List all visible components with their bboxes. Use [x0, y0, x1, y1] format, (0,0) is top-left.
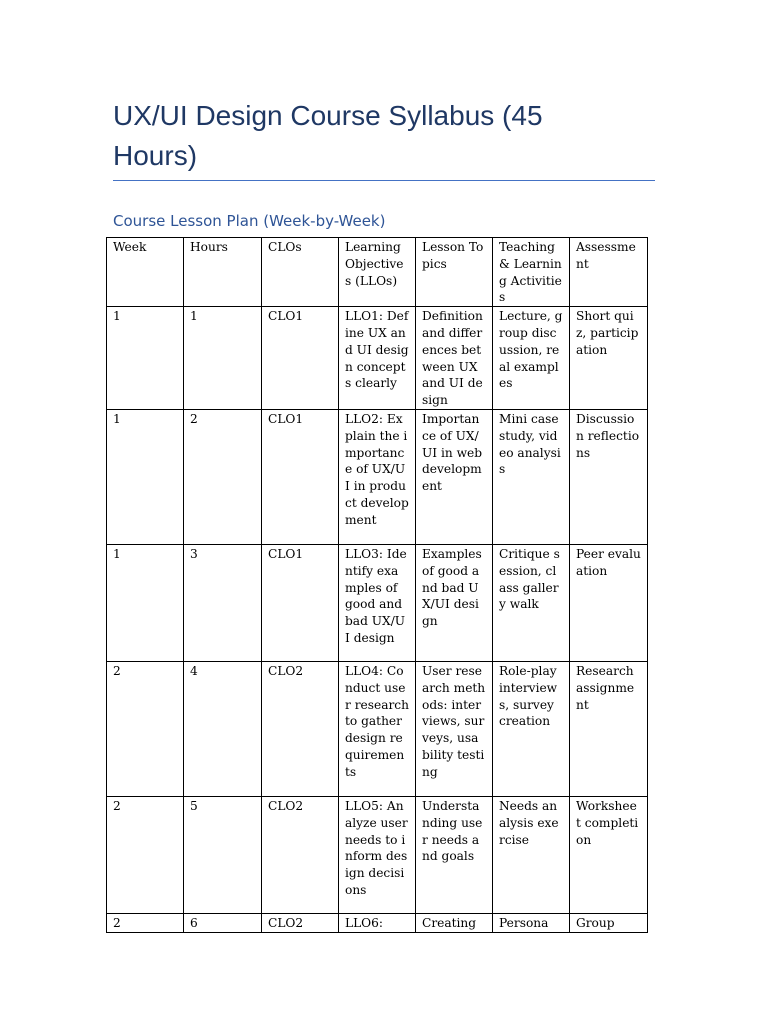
- table-row: [107, 544, 648, 661]
- table-cell: LLO3: Identify examples of good and bad UX/UI design: [339, 544, 416, 661]
- table-cell: 5: [184, 796, 262, 913]
- table-cell: Importance of UX/UI in web development: [416, 409, 493, 544]
- table-cell: Understanding user needs and goals: [416, 796, 493, 913]
- table-cell: Needs analysis exercise: [493, 796, 570, 913]
- table-row: [107, 307, 648, 410]
- table-cell: Discussion reflections: [570, 409, 648, 544]
- table-cell: CLO1: [262, 307, 339, 410]
- table-cell: Research assignment: [570, 661, 648, 796]
- table-cell: 2: [107, 661, 184, 796]
- table-cell: 2: [107, 796, 184, 913]
- table-cell: Short quiz, participation: [570, 307, 648, 410]
- table-cell: Group: [570, 913, 648, 932]
- table-cell: 1: [107, 307, 184, 410]
- table-header-row: [107, 238, 648, 307]
- table-cell: Examples of good and bad UX/UI design: [416, 544, 493, 661]
- header-cell: Week: [107, 238, 184, 307]
- table-cell: 2: [184, 409, 262, 544]
- table-cell: 6: [184, 913, 262, 932]
- table-cell: LLO5: Analyze user needs to inform design decisions: [339, 796, 416, 913]
- header-cell: Teaching & Learning Activities: [493, 238, 570, 307]
- table-cell: Role-play interviews, survey creation: [493, 661, 570, 796]
- title-divider: [113, 180, 655, 181]
- table-row: [107, 796, 648, 913]
- header-cell: Assessment: [570, 238, 648, 307]
- table-cell: LLO1: Define UX and UI design concepts clearly: [339, 307, 416, 410]
- table-cell: 4: [184, 661, 262, 796]
- lesson-plan-table: [106, 237, 648, 933]
- table-cell: Peer evaluation: [570, 544, 648, 661]
- table-cell: CLO2: [262, 661, 339, 796]
- table-cell: Persona: [493, 913, 570, 932]
- table-cell: LLO6:: [339, 913, 416, 932]
- table-cell: Mini case study, video analysis: [493, 409, 570, 544]
- table-cell: Lecture, group discussion, real examples: [493, 307, 570, 410]
- table-cell: Creating: [416, 913, 493, 932]
- table-cell: CLO2: [262, 796, 339, 913]
- table-cell: CLO1: [262, 409, 339, 544]
- table-cell: 1: [107, 409, 184, 544]
- table-cell: CLO1: [262, 544, 339, 661]
- header-cell: Lesson Topics: [416, 238, 493, 307]
- table-cell: CLO2: [262, 913, 339, 932]
- table-cell: 3: [184, 544, 262, 661]
- table-cell: User research methods: interviews, surveys, usability testing: [416, 661, 493, 796]
- header-cell: Learning Objectives (LLOs): [339, 238, 416, 307]
- header-cell: Hours: [184, 238, 262, 307]
- table-row: [107, 409, 648, 544]
- section-heading: Course Lesson Plan (Week-by-Week): [113, 212, 386, 230]
- table-row: [107, 661, 648, 796]
- table-cell: LLO2: Explain the importance of UX/UI in product development: [339, 409, 416, 544]
- document-title: UX/UI Design Course Syllabus (45 Hours): [113, 100, 543, 171]
- header-cell: CLOs: [262, 238, 339, 307]
- table-cell: Worksheet completion: [570, 796, 648, 913]
- table-cell: 1: [184, 307, 262, 410]
- table-row: [107, 913, 648, 932]
- table-cell: Definition and differences between UX and UI design: [416, 307, 493, 410]
- table-cell: 2: [107, 913, 184, 932]
- table-cell: LLO4: Conduct user research to gather design requirements: [339, 661, 416, 796]
- table-cell: 1: [107, 544, 184, 661]
- table-cell: Critique session, class gallery walk: [493, 544, 570, 661]
